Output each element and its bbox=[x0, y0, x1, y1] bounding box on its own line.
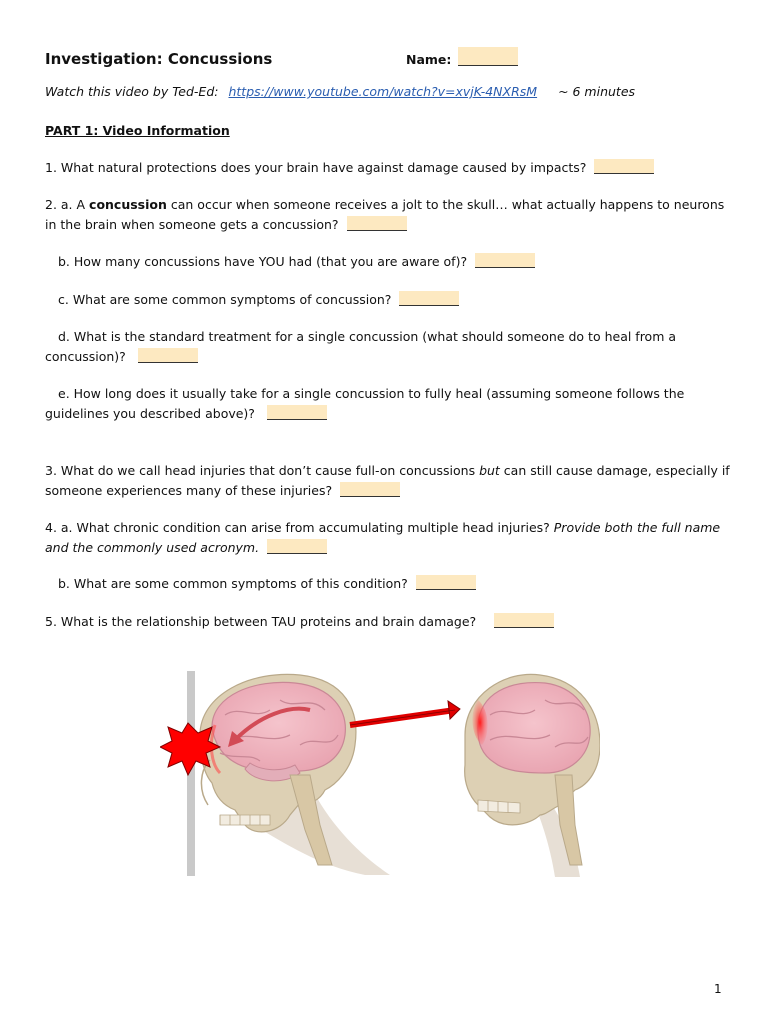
question-3-text-end: can still cause damage, especially if someone experiences many of these injuries? bbox=[45, 463, 730, 498]
question-3-text-start: 3. What do we call head injuries that don’t cause full-on concussions bbox=[45, 463, 480, 478]
question-1-text: 1. What natural protections does your brain have against damage caused by impacts? bbox=[45, 160, 587, 175]
question-2b-text: b. How many concussions have YOU had (that you are aware of)? bbox=[58, 254, 468, 269]
answer-4b-field[interactable] bbox=[416, 575, 476, 590]
question-4a-italic-instruction: Provide both the full name and the commonly used acronym. bbox=[45, 520, 721, 555]
title-row bbox=[45, 50, 735, 72]
name-field[interactable] bbox=[458, 47, 518, 66]
question-2c bbox=[45, 290, 730, 310]
question-2a-text-end: can occur when someone receives a jolt to the skull… what actually happens to neurons in the brain when someone gets a concussion? bbox=[45, 197, 725, 232]
video-prefix: Watch this video by Ted-Ed: bbox=[45, 84, 219, 99]
question-4b bbox=[45, 574, 730, 594]
page-title: Investigation: Concussions bbox=[45, 50, 273, 68]
answer-1-field[interactable] bbox=[594, 159, 654, 174]
question-2a-text-start: 2. a. A bbox=[45, 197, 90, 212]
question-4a bbox=[45, 518, 730, 557]
answer-2e-field[interactable] bbox=[267, 405, 327, 420]
question-2a-bold-term: concussion bbox=[89, 197, 167, 212]
answer-2b-field[interactable] bbox=[475, 253, 535, 268]
answer-2a-field[interactable] bbox=[347, 216, 407, 231]
answer-4a-field[interactable] bbox=[267, 539, 327, 554]
double-arrow bbox=[350, 701, 460, 725]
question-2b bbox=[45, 252, 730, 272]
part1-heading: PART 1: Video Information bbox=[45, 123, 230, 138]
question-2a bbox=[45, 195, 730, 234]
question-4a-text: 4. a. What chronic condition can arise from accumulating multiple head injuries? bbox=[45, 520, 554, 535]
name-label: Name: bbox=[406, 52, 452, 67]
answer-2d-field[interactable] bbox=[138, 348, 198, 363]
question-1 bbox=[45, 158, 730, 178]
question-3 bbox=[45, 461, 730, 500]
question-3-italic: but bbox=[479, 463, 500, 478]
question-4b-text: b. What are some common symptoms of this condition? bbox=[58, 576, 408, 591]
page-number: 1 bbox=[714, 982, 722, 996]
question-2d bbox=[45, 327, 730, 366]
video-link[interactable]: https://www.youtube.com/watch?v=xvjK-4NXRsM bbox=[228, 84, 538, 99]
question-5 bbox=[45, 612, 730, 632]
concussion-illustration bbox=[160, 665, 600, 880]
question-2e bbox=[45, 384, 730, 423]
question-2c-text: c. What are some common symptoms of concussion? bbox=[58, 292, 392, 307]
rebound-head bbox=[465, 674, 600, 877]
video-instruction bbox=[45, 84, 635, 99]
video-duration: ~ 6 minutes bbox=[558, 84, 636, 99]
question-2e-text: e. How long does it usually take for a single concussion to fully heal (assuming someone follows the guidelines you described above)? bbox=[45, 386, 685, 421]
answer-3-field[interactable] bbox=[340, 482, 400, 497]
impacted-head bbox=[200, 674, 390, 875]
answer-5-field[interactable] bbox=[494, 613, 554, 628]
answer-2c-field[interactable] bbox=[399, 291, 459, 306]
question-5-text: 5. What is the relationship between TAU proteins and brain damage? bbox=[45, 614, 477, 629]
question-2d-text: d. What is the standard treatment for a single concussion (what should someone do to heal from a concussion)? bbox=[45, 329, 677, 364]
